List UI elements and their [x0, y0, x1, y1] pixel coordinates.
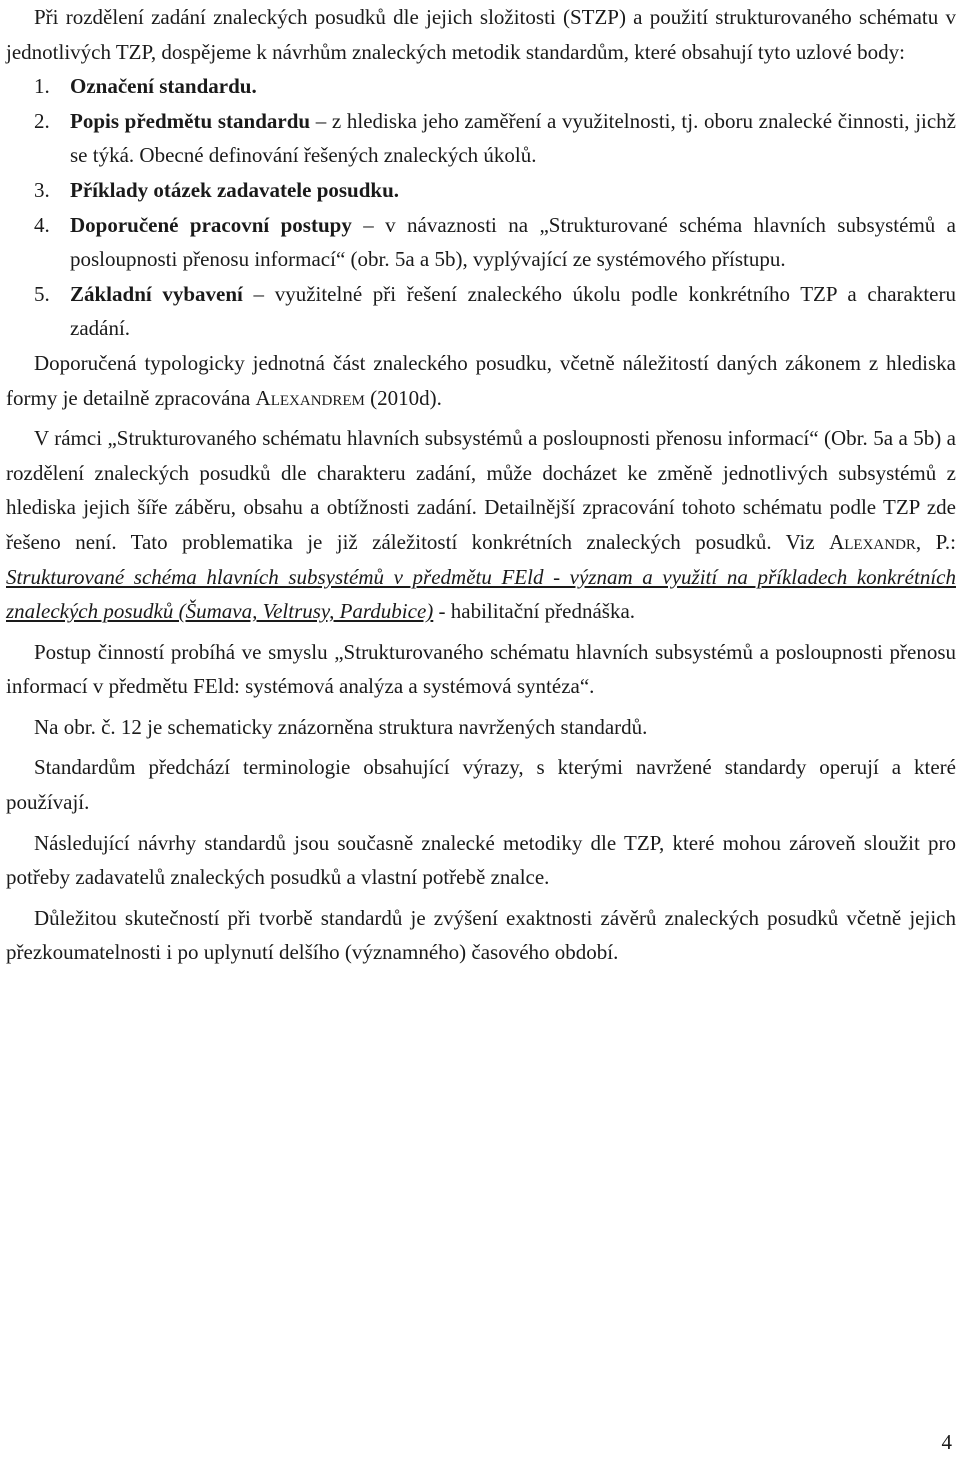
paragraph-procedure: Postup činností probíhá ve smyslu „Strukturovaného schématu hlavních subsystémů a posloupnosti přenosu informací v předmětu FEld: systémová analýza a systémová syntéza“.	[6, 639, 956, 699]
list-item-text: – v návaznosti na „Strukturované schéma hlavních subsystémů a posloupnosti přenosu informací“ (obr. 5a a 5b), vyplývající ze systémového přístupu.	[70, 212, 957, 272]
list-item-number: 3.	[34, 177, 50, 202]
list-item-number: 1.	[34, 74, 50, 99]
paragraph-text: V rámci „Strukturovaného schématu hlavních subsystémů a posloupnosti přenosu informací“ (Obr. 5a a 5b) a rozdělení znaleckých posudků dle charakteru zadání, může docházet ke změně jednotlivých subsystémů z hlediska jejich šíře záběru, obsahu a obtížnosti zadání. Detailnější zpracování tohoto schématu podle TZP zde řešeno není. Tato problematika je již záležitostí konkrétních znaleckých posudků. Viz	[6, 426, 956, 554]
list-item-text: – využitelné při řešení znaleckého úkolu podle konkrétního TZP a charakteru zadání.	[70, 281, 956, 341]
author-name: Alexandr	[829, 529, 916, 554]
paragraph-schema	[6, 421, 956, 629]
intro-paragraph: Při rozdělení zadání znaleckých posudků dle jejich složitosti (STZP) a použití strukturovaného schématu v jednotlivých TZP, dospějeme k návrhům znaleckých metodik standardům, které obsahují tyto uzlové body:	[6, 5, 956, 64]
list-item-term: Doporučené pracovní postupy	[70, 212, 352, 237]
list-item	[6, 173, 956, 208]
paragraph-text: Doporučená typologicky jednotná část znaleckého posudku, včetně náležitostí daných zákonem z hlediska formy je detailně zpracována	[6, 350, 956, 410]
list-item	[6, 69, 956, 104]
page-number: 4	[941, 1430, 952, 1454]
page-body	[6, 0, 956, 970]
standards-list	[6, 69, 956, 346]
list-item-term: Označení standardu.	[70, 74, 257, 99]
list-item	[6, 104, 956, 173]
list-item-number: 4.	[34, 212, 50, 237]
paragraph-terminology: Standardům předchází terminologie obsahující výrazy, s kterými navržené standardy operují a které používají.	[6, 755, 956, 815]
list-item-term: Základní vybavení	[70, 281, 243, 306]
list-item-number: 5.	[34, 281, 50, 306]
lecture-title: Strukturované schéma hlavních subsystémů v předmětu FEld - význam a využití na příkladech konkrétních znaleckých posudků (Šumava, Veltrusy, Pardubice)	[6, 564, 956, 624]
list-item	[6, 277, 956, 346]
paragraph-figure-ref: Na obr. č. 12 je schematicky znázorněna struktura navržených standardů.	[34, 714, 648, 739]
list-item-term: Popis předmětu standardu	[70, 108, 311, 133]
list-item-term: Příklady otázek zadavatele posudku.	[70, 177, 400, 202]
list-item-number: 2.	[34, 108, 50, 133]
author-name: Alexandrem	[255, 385, 365, 410]
paragraph-methodology: Následující návrhy standardů jsou současně znalecké metodiky dle TZP, které mohou zároveň sloužit pro potřeby zadavatelů znaleckých posudků a vlastní potřebě znalce.	[6, 830, 956, 890]
list-item	[6, 208, 956, 277]
list-item-text: – z hlediska jeho zaměření a využitelnosti, tj. oboru znalecké činnosti, jichž se týká. Obecné definování řešených znaleckých úkolů.	[70, 108, 957, 168]
paragraph-typology	[6, 346, 956, 415]
paragraph-text: (2010d).	[364, 385, 442, 410]
paragraph-exactness: Důležitou skutečností při tvorbě standardů je zvýšení exaktnosti závěrů znaleckých posudků včetně jejich přezkoumatelnosti i po uplynutí delšího (významného) časového období.	[6, 905, 956, 965]
paragraph-text: - habilitační přednáška.	[433, 599, 636, 624]
paragraph-text: , P.:	[915, 529, 957, 554]
